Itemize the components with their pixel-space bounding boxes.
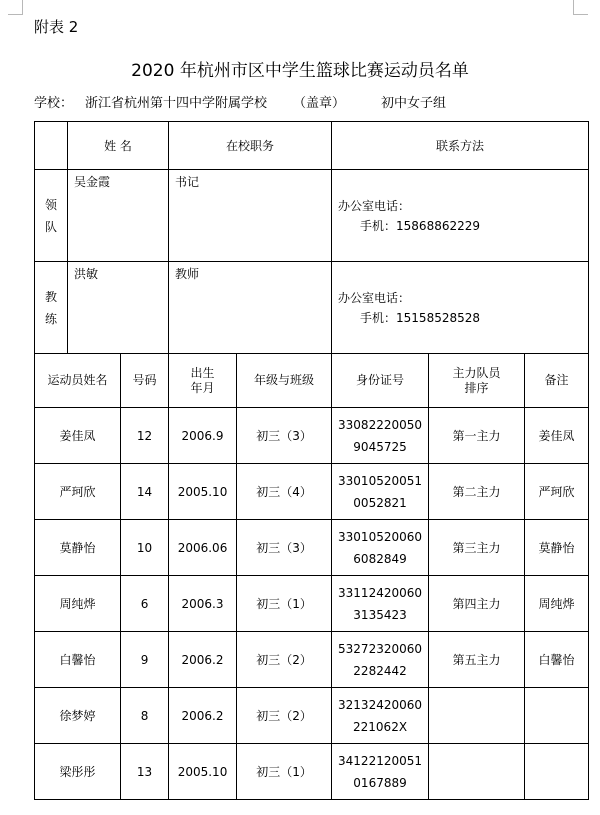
- school-line: [34, 92, 446, 111]
- player-remark: 严珂欣: [525, 464, 589, 520]
- player-birth: 2006.06: [169, 520, 237, 576]
- number-header: 号码: [121, 354, 169, 408]
- player-name: 莫静怡: [35, 520, 121, 576]
- coach-mobile: 手机：15158528528: [360, 310, 481, 325]
- grade-header: 年级与班级: [237, 354, 332, 408]
- table-row: [35, 520, 589, 576]
- player-id: 33010520051 0052821: [332, 464, 429, 520]
- contact-header: 联系方法: [332, 122, 589, 170]
- player-number: 13: [121, 744, 169, 800]
- leader-mobile: 手机：15868862229: [360, 218, 481, 233]
- roster-table: [34, 121, 589, 800]
- appendix-label: 附表 2: [34, 18, 79, 36]
- leader-contact: [332, 170, 589, 262]
- player-remark: [525, 744, 589, 800]
- table-row: [35, 464, 589, 520]
- coach-name: 洪敏: [68, 262, 169, 354]
- player-number: 14: [121, 464, 169, 520]
- coach-position: 教师: [169, 262, 332, 354]
- player-rank: 第一主力: [429, 408, 525, 464]
- id-header: 身份证号: [332, 354, 429, 408]
- player-number: 10: [121, 520, 169, 576]
- player-id: 33082220050 9045725: [332, 408, 429, 464]
- player-id: 33010520060 6082849: [332, 520, 429, 576]
- leader-row: [35, 170, 589, 262]
- player-id: 32132420060 221062X: [332, 688, 429, 744]
- school-label: 学校：: [34, 96, 74, 111]
- athlete-header-row: [35, 354, 589, 408]
- leader-office-phone: 办公室电话：: [338, 198, 411, 213]
- player-rank: 第二主力: [429, 464, 525, 520]
- leader-position: 书记: [169, 170, 332, 262]
- player-number: 12: [121, 408, 169, 464]
- player-birth: 2006.3: [169, 576, 237, 632]
- position-header: 在校职务: [169, 122, 332, 170]
- remark-header: 备注: [525, 354, 589, 408]
- player-grade: 初三（2）: [237, 688, 332, 744]
- player-grade: 初三（1）: [237, 576, 332, 632]
- player-rank: 第四主力: [429, 576, 525, 632]
- coach-row: [35, 262, 589, 354]
- player-grade: 初三（1）: [237, 744, 332, 800]
- name-header: 姓 名: [68, 122, 169, 170]
- birth-header: 出生 年月: [169, 354, 237, 408]
- player-rows: [35, 408, 589, 800]
- player-birth: 2006.2: [169, 688, 237, 744]
- coach-label: 教 练: [35, 262, 68, 354]
- player-remark: 周纯烨: [525, 576, 589, 632]
- player-birth: 2005.10: [169, 744, 237, 800]
- table-row: [35, 632, 589, 688]
- staff-header-row: [35, 122, 589, 170]
- player-rank: [429, 744, 525, 800]
- document-title: 2020 年杭州市区中学生篮球比赛运动员名单: [131, 61, 469, 81]
- table-row: [35, 576, 589, 632]
- player-name: 白馨怡: [35, 632, 121, 688]
- player-remark: [525, 688, 589, 744]
- player-grade: 初三（3）: [237, 520, 332, 576]
- player-number: 9: [121, 632, 169, 688]
- corner-mark-left: [8, 0, 23, 15]
- school-name: 浙江省杭州第十四中学附属学校: [85, 96, 268, 111]
- player-rank: [429, 688, 525, 744]
- player-name: 徐梦婷: [35, 688, 121, 744]
- coach-office-phone: 办公室电话：: [338, 290, 411, 305]
- player-grade: 初三（2）: [237, 632, 332, 688]
- player-remark: 姜佳凤: [525, 408, 589, 464]
- corner-mark-right: [573, 0, 588, 15]
- athlete-name-header: 运动员姓名: [35, 354, 121, 408]
- seal-note: （盖章）: [293, 96, 346, 111]
- leader-name: 吴金霞: [68, 170, 169, 262]
- player-id: 34122120051 0167889: [332, 744, 429, 800]
- table-row: [35, 688, 589, 744]
- player-grade: 初三（4）: [237, 464, 332, 520]
- player-name: 严珂欣: [35, 464, 121, 520]
- player-number: 6: [121, 576, 169, 632]
- player-number: 8: [121, 688, 169, 744]
- player-birth: 2006.2: [169, 632, 237, 688]
- table-row: [35, 744, 589, 800]
- leader-label: 领 队: [35, 170, 68, 262]
- player-id: 53272320060 2282442: [332, 632, 429, 688]
- player-id: 33112420060 3135423: [332, 576, 429, 632]
- coach-contact: [332, 262, 589, 354]
- blank-header-cell: [35, 122, 68, 170]
- player-name: 周纯烨: [35, 576, 121, 632]
- rank-header: 主力队员 排序: [429, 354, 525, 408]
- player-rank: 第三主力: [429, 520, 525, 576]
- player-remark: 莫静怡: [525, 520, 589, 576]
- player-remark: 白馨怡: [525, 632, 589, 688]
- table-row: [35, 408, 589, 464]
- player-grade: 初三（3）: [237, 408, 332, 464]
- player-rank: 第五主力: [429, 632, 525, 688]
- player-birth: 2006.9: [169, 408, 237, 464]
- player-name: 梁彤彤: [35, 744, 121, 800]
- group-name: 初中女子组: [381, 96, 447, 111]
- player-name: 姜佳凤: [35, 408, 121, 464]
- player-birth: 2005.10: [169, 464, 237, 520]
